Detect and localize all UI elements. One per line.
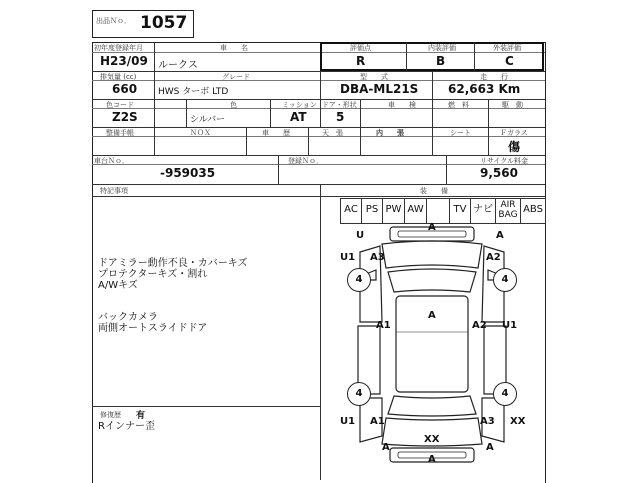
rule [320, 71, 321, 99]
equip-navi: ナビ [471, 199, 496, 223]
first-reg-value: H23/09 [100, 54, 148, 68]
notes-label: 特記事項 [100, 187, 128, 195]
note-line: 両側オートスライドドア [98, 323, 208, 334]
mark-right-u1: U1 [502, 320, 518, 331]
manual-label: 整備手帳 [106, 129, 134, 137]
mark-rear-bottom-a: A [428, 454, 436, 465]
tire-front-left: 4 [347, 268, 371, 292]
equipment-label: 装 備 [420, 187, 448, 195]
rule [432, 71, 433, 99]
equip-tv: TV [450, 199, 471, 223]
note-line: プロテクターキズ・割れ [98, 269, 208, 280]
rule [360, 99, 361, 127]
model-type-value: DBA-ML21S [340, 82, 419, 96]
model-type-label: 型 式 [360, 73, 388, 81]
rule [308, 127, 309, 155]
note-line: バックカメラ [98, 312, 158, 323]
displacement-label: 排気量 (cc) [100, 73, 137, 81]
mileage-value: 62,663 Km [448, 82, 521, 96]
rule [154, 99, 155, 127]
note-line: ドアミラー動作不良・カバーキズ [98, 258, 248, 269]
tire-rear-left: 4 [347, 382, 371, 406]
color-label: 色 [230, 101, 237, 109]
rule [92, 136, 545, 137]
mark-rear-left-a: A [382, 442, 390, 453]
rule [186, 99, 187, 127]
tire-rear-right: 4 [493, 382, 517, 406]
equip-ps: PS [362, 199, 383, 223]
model-name-label: 車 名 [220, 44, 248, 52]
chassis-label: 車台Ｎｏ． [94, 157, 129, 165]
interior-value: B [436, 54, 446, 68]
score-value: R [356, 54, 366, 68]
rule [360, 127, 361, 155]
doors-value: 5 [336, 110, 345, 124]
inspection-label: 車 検 [388, 101, 416, 109]
equip-ac: AC [341, 199, 362, 223]
transmission-label: ミッション [282, 101, 317, 109]
grade-label: グレード [222, 73, 250, 81]
color-code-label: 色コード [106, 101, 134, 109]
rule [270, 99, 271, 127]
lot-number: 1057 [140, 13, 188, 33]
fglass-value: 傷 [508, 140, 521, 154]
mark-front-left-u: U [356, 230, 365, 241]
tire-front-right: 4 [493, 268, 517, 292]
mark-right-front-a2: A2 [486, 252, 501, 263]
recycle-value: 9,560 [480, 166, 518, 180]
mark-rear-left-a1: A1 [370, 416, 385, 427]
mileage-label: 走 行 [480, 73, 508, 81]
color-value: シルバー [190, 115, 226, 125]
sunroof-label: 天 張 [322, 129, 343, 137]
rule [154, 71, 155, 99]
displacement-value: 660 [112, 82, 138, 96]
equipment-row [340, 198, 546, 224]
exterior-value: C [505, 54, 514, 68]
rule [320, 99, 321, 127]
equip-blank [427, 199, 450, 223]
exterior-label: 外装評価 [493, 44, 521, 52]
model-name-value: ルークス [158, 60, 198, 71]
rule [92, 108, 545, 109]
score-label: 評価点 [350, 44, 371, 52]
rule [92, 80, 545, 81]
rule [278, 155, 279, 184]
chassis-value: -959035 [160, 166, 216, 180]
rule [474, 42, 475, 71]
color-code-value: Z2S [112, 110, 138, 124]
rule [488, 99, 489, 127]
repair-label: 修復歴 [100, 411, 121, 419]
seat-label: シート [450, 129, 471, 137]
rule [488, 127, 489, 155]
note-line: A/Wキズ [98, 280, 138, 291]
mark-left-front-a3: A3 [370, 252, 385, 263]
first-reg-label: 初年度登録年月 [94, 44, 143, 52]
rule [154, 127, 155, 155]
doors-label: ドア・形状 [322, 101, 357, 109]
recycle-label: リサイクル料金 [480, 157, 529, 165]
mark-left-front-u1: U1 [340, 252, 356, 263]
rule [92, 71, 545, 72]
equip-airbag: AIR BAG [496, 199, 521, 223]
rule [92, 127, 545, 128]
lot-number-label: 出品Ｎｏ． [96, 17, 131, 25]
rule [406, 42, 407, 71]
mark-rear-right-xx: XX [510, 416, 526, 427]
drive-label: 駆 動 [502, 101, 523, 109]
registration-label: 登録Ｎｏ． [288, 157, 323, 165]
rule [92, 99, 545, 100]
rule [154, 42, 155, 71]
rule [92, 184, 545, 185]
rule [432, 99, 433, 127]
notes-list [98, 258, 248, 334]
transmission-value: AT [290, 110, 307, 124]
mark-left-a2: A2 [472, 320, 487, 331]
inner-label: 内 張 [376, 129, 404, 137]
equip-aw: AW [405, 199, 427, 223]
note-line [98, 291, 248, 312]
mark-front-right-a: A [496, 230, 504, 241]
mark-roof: A [428, 310, 436, 321]
repair-note: Rインナー歪 [98, 421, 155, 432]
rule [446, 155, 447, 184]
equip-abs: ABS [523, 204, 543, 215]
fuel-label: 燃 料 [448, 101, 469, 109]
rule [432, 127, 433, 155]
grade-value: HWS ターボ LTD [158, 87, 229, 97]
rule [246, 127, 247, 155]
mark-front-bumper: A [428, 222, 436, 233]
equip-pw: PW [383, 199, 405, 223]
interior-label: 内装評価 [428, 44, 456, 52]
mark-rear-right-a3: A3 [480, 416, 495, 427]
repair-value: 有 [136, 411, 146, 421]
mark-left-a1: A1 [376, 320, 391, 331]
rule [92, 406, 320, 407]
history-label: 車 歴 [262, 129, 290, 137]
mark-rear-left-u1: U1 [340, 416, 356, 427]
rule [92, 196, 545, 197]
nox-label: ＮＯＸ [190, 129, 211, 137]
mark-rear-center-xx: XX [424, 434, 440, 445]
fglass-label: Ｆガラス [500, 129, 528, 137]
mark-rear-right-a: A [486, 442, 494, 453]
